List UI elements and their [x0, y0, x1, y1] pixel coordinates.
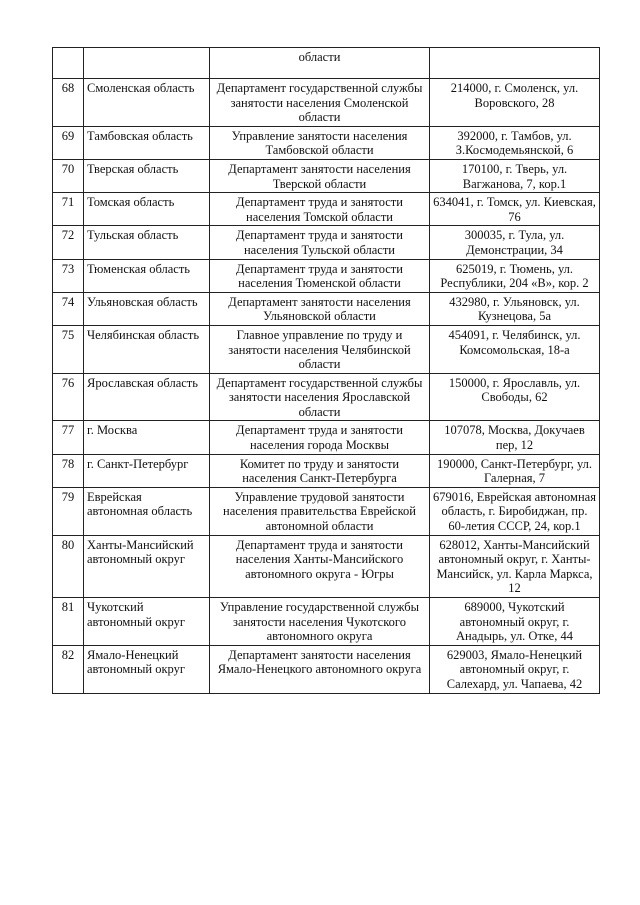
table-body	[53, 48, 600, 694]
table-row	[53, 159, 600, 192]
table-row	[53, 598, 600, 646]
table-row	[53, 373, 600, 421]
row-number: 79	[53, 487, 84, 535]
region-name: Тверская область	[84, 159, 210, 192]
row-number: 80	[53, 535, 84, 597]
table-row	[53, 454, 600, 487]
row-number: 71	[53, 193, 84, 226]
address: 150000, г. Ярославль, ул. Свободы, 62	[430, 373, 600, 421]
table-row	[53, 645, 600, 693]
department-name: Департамент труда и занятости населения Ханты-Мансийского автономного округа - Югры	[210, 535, 430, 597]
row-number: 70	[53, 159, 84, 192]
regions-table	[52, 47, 600, 694]
department-name: Управление трудовой занятости населения правительства Еврейской автономной области	[210, 487, 430, 535]
region-name: Челябинская область	[84, 325, 210, 373]
region-name: г. Москва	[84, 421, 210, 454]
row-number: 73	[53, 259, 84, 292]
table-row	[53, 193, 600, 226]
region-name: Тюменская область	[84, 259, 210, 292]
department-name: Департамент труда и занятости населения Томской области	[210, 193, 430, 226]
region-name: Ульяновская область	[84, 292, 210, 325]
row-number	[53, 48, 84, 79]
department-name: Департамент государственной службы занятости населения Смоленской области	[210, 79, 430, 127]
address: 629003, Ямало-Ненецкий автономный округ, г. Салехард, ул. Чапаева, 42	[430, 645, 600, 693]
row-number: 78	[53, 454, 84, 487]
table-row	[53, 126, 600, 159]
address: 689000, Чукотский автономный округ, г. Анадырь, ул. Отке, 44	[430, 598, 600, 646]
row-number: 76	[53, 373, 84, 421]
table-row-continuation	[53, 48, 600, 79]
row-number: 77	[53, 421, 84, 454]
address: 170100, г. Тверь, ул. Вагжанова, 7, кор.1	[430, 159, 600, 192]
row-number: 75	[53, 325, 84, 373]
region-name: Ямало-Ненецкий автономный округ	[84, 645, 210, 693]
table-row	[53, 487, 600, 535]
department-name: Управление государственной службы занятости населения Чукотского автономного округа	[210, 598, 430, 646]
table-row	[53, 292, 600, 325]
address: 300035, г. Тула, ул. Демонстрации, 34	[430, 226, 600, 259]
region-name: Тамбовская область	[84, 126, 210, 159]
region-name: Томская область	[84, 193, 210, 226]
department-name: области	[210, 48, 430, 79]
row-number: 82	[53, 645, 84, 693]
region-name: Ханты-Мансийский автономный округ	[84, 535, 210, 597]
address: 679016, Еврейская автономная область, г. Биробиджан, пр. 60-летия СССР, 24, кор.1	[430, 487, 600, 535]
table-row	[53, 325, 600, 373]
table-row	[53, 421, 600, 454]
region-name: Еврейская автономная область	[84, 487, 210, 535]
address: 432980, г. Ульяновск, ул. Кузнецова, 5а	[430, 292, 600, 325]
address: 392000, г. Тамбов, ул. З.Космодемьянской, 6	[430, 126, 600, 159]
address: 107078, Москва, Докучаев пер, 12	[430, 421, 600, 454]
address: 454091, г. Челябинск, ул. Комсомольская, 18-а	[430, 325, 600, 373]
region-name: г. Санкт-Петербург	[84, 454, 210, 487]
address	[430, 48, 600, 79]
region-name	[84, 48, 210, 79]
table-row	[53, 226, 600, 259]
address: 628012, Ханты-Мансийский автономный округ, г. Ханты-Мансийск, ул. Карла Маркса, 12	[430, 535, 600, 597]
department-name: Департамент занятости населения Тверской области	[210, 159, 430, 192]
region-name: Смоленская область	[84, 79, 210, 127]
address: 190000, Санкт-Петербург, ул. Галерная, 7	[430, 454, 600, 487]
row-number: 69	[53, 126, 84, 159]
region-name: Чукотский автономный округ	[84, 598, 210, 646]
table-row	[53, 259, 600, 292]
address: 214000, г. Смоленск, ул. Воровского, 28	[430, 79, 600, 127]
address: 625019, г. Тюмень, ул. Республики, 204 «В», кор. 2	[430, 259, 600, 292]
department-name: Управление занятости населения Тамбовской области	[210, 126, 430, 159]
department-name: Департамент занятости населения Ульяновской области	[210, 292, 430, 325]
row-number: 68	[53, 79, 84, 127]
department-name: Департамент труда и занятости населения города Москвы	[210, 421, 430, 454]
region-name: Тульская область	[84, 226, 210, 259]
department-name: Комитет по труду и занятости населения Санкт-Петербурга	[210, 454, 430, 487]
department-name: Департамент труда и занятости населения Тульской области	[210, 226, 430, 259]
row-number: 74	[53, 292, 84, 325]
region-name: Ярославская область	[84, 373, 210, 421]
row-number: 72	[53, 226, 84, 259]
table-row	[53, 535, 600, 597]
table-row	[53, 79, 600, 127]
department-name: Главное управление по труду и занятости населения Челябинской области	[210, 325, 430, 373]
department-name: Департамент государственной службы занятости населения Ярославской области	[210, 373, 430, 421]
department-name: Департамент труда и занятости населения Тюменской области	[210, 259, 430, 292]
row-number: 81	[53, 598, 84, 646]
address: 634041, г. Томск, ул. Киевская, 76	[430, 193, 600, 226]
department-name: Департамент занятости населения Ямало-Ненецкого автономного округа	[210, 645, 430, 693]
